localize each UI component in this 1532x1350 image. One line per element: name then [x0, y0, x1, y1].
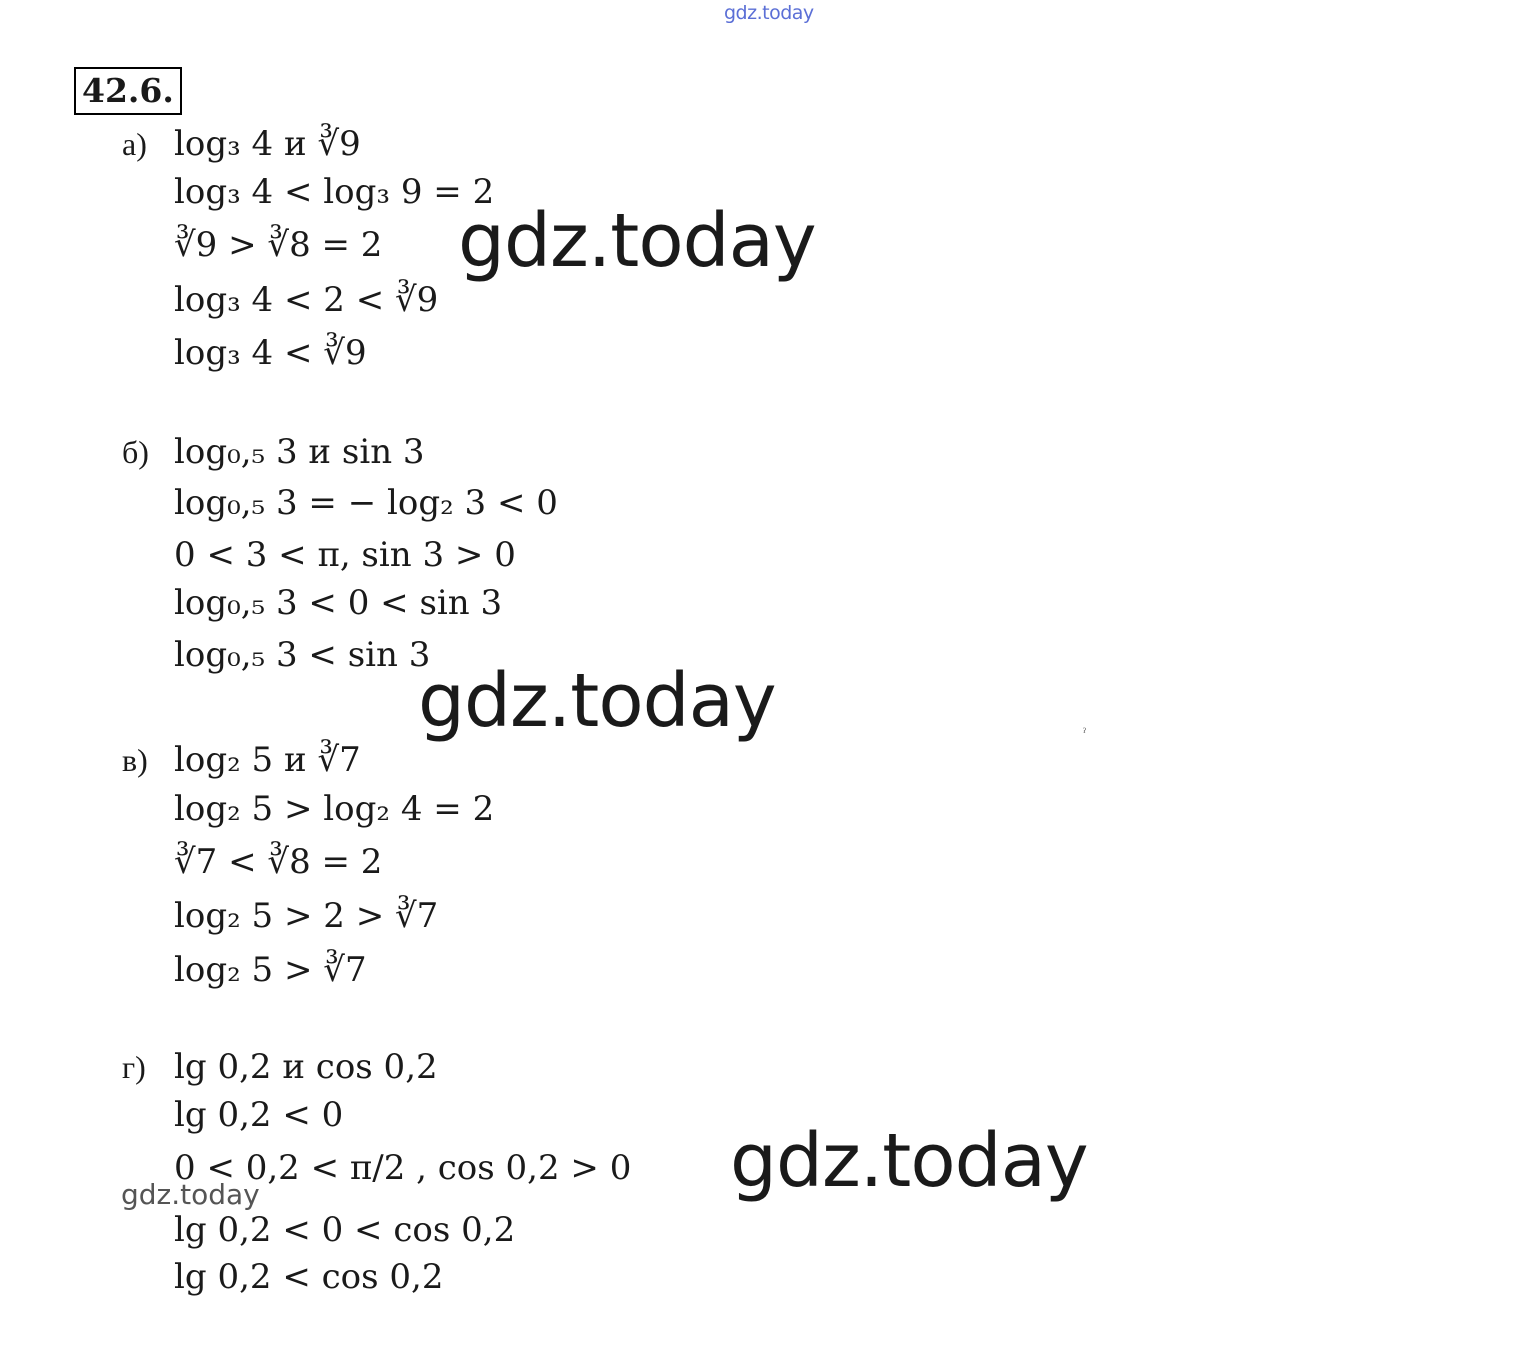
math-line: log₀,₅ 3 и sin 3	[174, 432, 425, 472]
math-line: log₃ 4 < log₃ 9 = 2	[174, 172, 495, 212]
math-line: log₃ 4 и ∛9	[174, 124, 361, 164]
math-line: lg 0,2 < 0	[174, 1095, 344, 1135]
math-line: lg 0,2 < cos 0,2	[174, 1257, 444, 1297]
watermark-small: gdz.today	[121, 1178, 260, 1211]
math-line: ∛9 > ∛8 = 2	[174, 225, 383, 265]
math-line: log₃ 4 < 2 < ∛9	[174, 280, 439, 320]
part-label-v: в)	[122, 742, 148, 778]
watermark-top[interactable]: gdz.today	[724, 2, 814, 24]
math-line: ∛7 < ∛8 = 2	[174, 842, 383, 882]
math-line: log₂ 5 > ∛7	[174, 950, 367, 990]
math-line: log₀,₅ 3 < sin 3	[174, 635, 431, 675]
watermark-large: gdz.today	[458, 198, 816, 284]
problem-number: 42.6.	[74, 67, 182, 115]
math-line: log₃ 4 < ∛9	[174, 333, 367, 373]
watermark-large: gdz.today	[418, 658, 776, 744]
math-line: log₂ 5 > 2 > ∛7	[174, 896, 439, 936]
math-line: 0 < 0,2 < π/2 , cos 0,2 > 0	[174, 1148, 632, 1188]
math-line: log₀,₅ 3 = − log₂ 3 < 0	[174, 483, 558, 523]
math-line: lg 0,2 < 0 < cos 0,2	[174, 1210, 516, 1250]
part-label-b: б)	[122, 434, 149, 470]
math-line: lg 0,2 и cos 0,2	[174, 1047, 438, 1087]
math-line: log₀,₅ 3 < 0 < sin 3	[174, 583, 503, 623]
part-label-a: а)	[122, 126, 147, 162]
part-label-g: г)	[122, 1049, 146, 1085]
stray-mark: ˀ	[1083, 726, 1087, 740]
math-line: log₂ 5 > log₂ 4 = 2	[174, 789, 495, 829]
watermark-large: gdz.today	[730, 1118, 1088, 1204]
math-line: 0 < 3 < π, sin 3 > 0	[174, 535, 516, 575]
math-line: log₂ 5 и ∛7	[174, 740, 361, 780]
